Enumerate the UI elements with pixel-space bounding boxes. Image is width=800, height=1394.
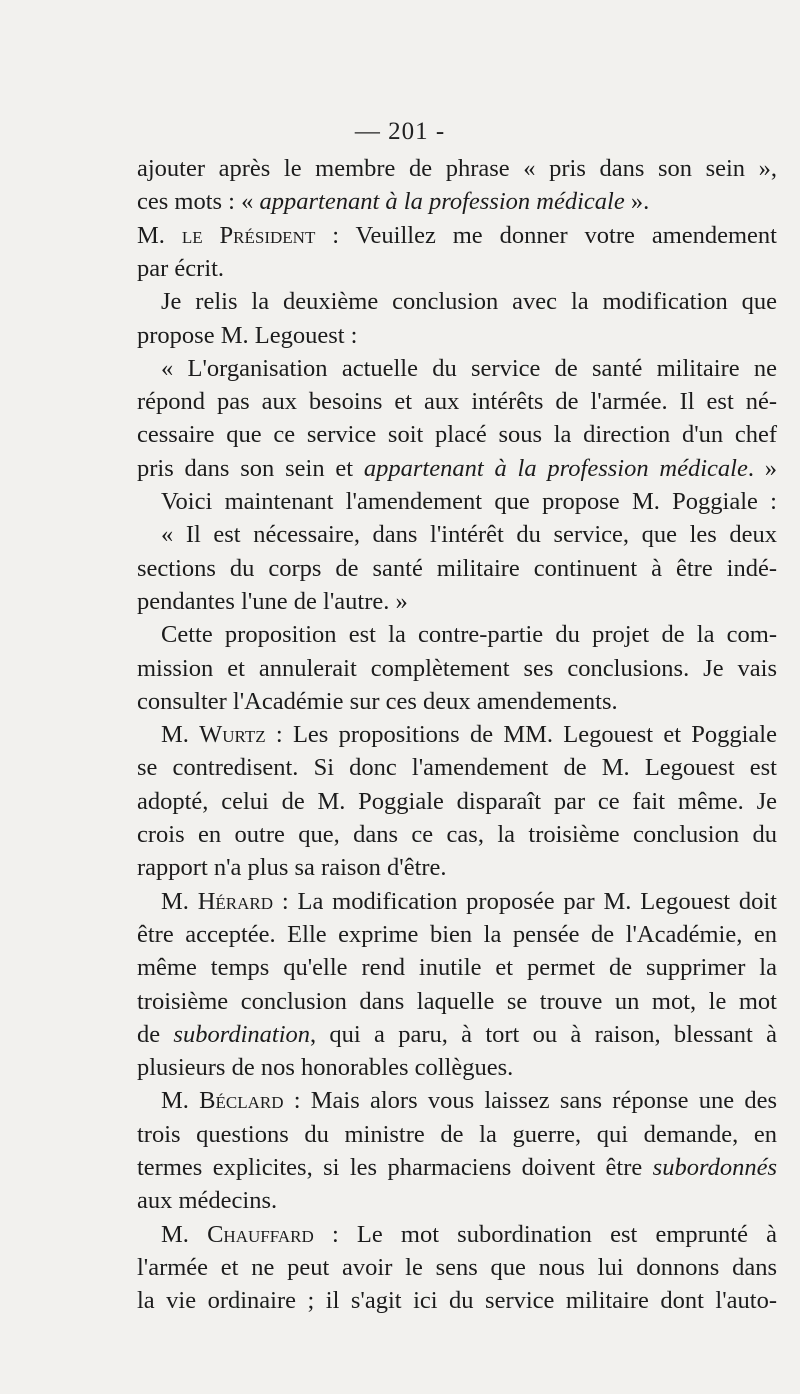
- text-line: ajouter après le membre de phrase « pris dans son sein »,: [137, 155, 777, 182]
- text-line: propose M. Legouest :: [137, 321, 358, 349]
- text-line: adopté, celui de M. Poggiale disparaît par ce fait même. Je: [137, 787, 777, 815]
- text-line: de subordination, qui a paru, à tort ou à raison, blessant à: [137, 1020, 777, 1048]
- text-line: cessaire que ce service soit placé sous la direction d'un chef: [137, 421, 777, 449]
- text-line: même temps qu'elle rend inutile et permet de supprimer la: [137, 954, 777, 982]
- text-line: par écrit.: [137, 254, 225, 282]
- text-line: l'armée et ne peut avoir le sens que nous lui donnons dans: [137, 1253, 777, 1281]
- text-line: termes explicites, si les pharmaciens doivent être subordonnés: [137, 1154, 777, 1181]
- text-line: plusieurs de nos honorables collègues.: [137, 1054, 514, 1082]
- text-line: M. Chauffard : Le mot subordination est emprunté à: [161, 1220, 777, 1248]
- text-line: se contredisent. Si donc l'amendement de M. Legouest est: [137, 754, 777, 782]
- text-line: M. le Président : Veuillez me donner votre amendement: [137, 221, 777, 249]
- text-line: aux médecins.: [137, 1187, 278, 1215]
- text-line: la vie ordinaire ; il s'agit ici du service militaire dont l'auto-: [137, 1287, 777, 1315]
- text-line: Cette proposition est la contre-partie du projet de la com-: [161, 621, 777, 649]
- page-number: — 201 -: [354, 118, 446, 145]
- text-line: trois questions du ministre de la guerre, qui demande, en: [137, 1120, 777, 1148]
- text-line: mission et annulerait complètement ses conclusions. Je vais: [137, 654, 777, 682]
- text-line: crois en outre que, dans ce cas, la troisième conclusion du: [137, 821, 777, 848]
- text-line: Je relis la deuxième conclusion avec la modification que: [161, 288, 777, 316]
- text-line: ces mots : « appartenant à la profession médicale ».: [137, 188, 650, 216]
- text-line: sections du corps de santé militaire continuent à être indé-: [137, 554, 777, 582]
- text-line: pris dans son sein et appartenant à la profession médicale. »: [137, 454, 778, 482]
- text-line: M. Wurtz : Les propositions de MM. Legouest et Poggiale: [161, 721, 777, 749]
- text-line: rapport n'a plus sa raison d'être.: [137, 854, 447, 882]
- text-line: troisième conclusion dans laquelle se trouve un mot, le mot: [137, 987, 777, 1015]
- text-line: consulter l'Académie sur ces deux amendements.: [137, 687, 618, 715]
- text-line: M. Hérard : La modification proposée par M. Legouest doit: [161, 887, 777, 915]
- text-line: être acceptée. Elle exprime bien la pensée de l'Académie, en: [137, 920, 777, 948]
- text-line: pendantes l'une de l'autre. »: [137, 587, 408, 615]
- text-line: « L'organisation actuelle du service de santé militaire ne: [161, 354, 777, 382]
- text-line: répond pas aux besoins et aux intérêts de l'armée. Il est né-: [137, 388, 777, 416]
- text-line: « Il est nécessaire, dans l'intérêt du service, que les deux: [161, 521, 777, 549]
- text-line: M. Béclard : Mais alors vous laissez sans réponse une des: [161, 1087, 777, 1115]
- text-line: Voici maintenant l'amendement que propose M. Poggiale :: [161, 488, 777, 515]
